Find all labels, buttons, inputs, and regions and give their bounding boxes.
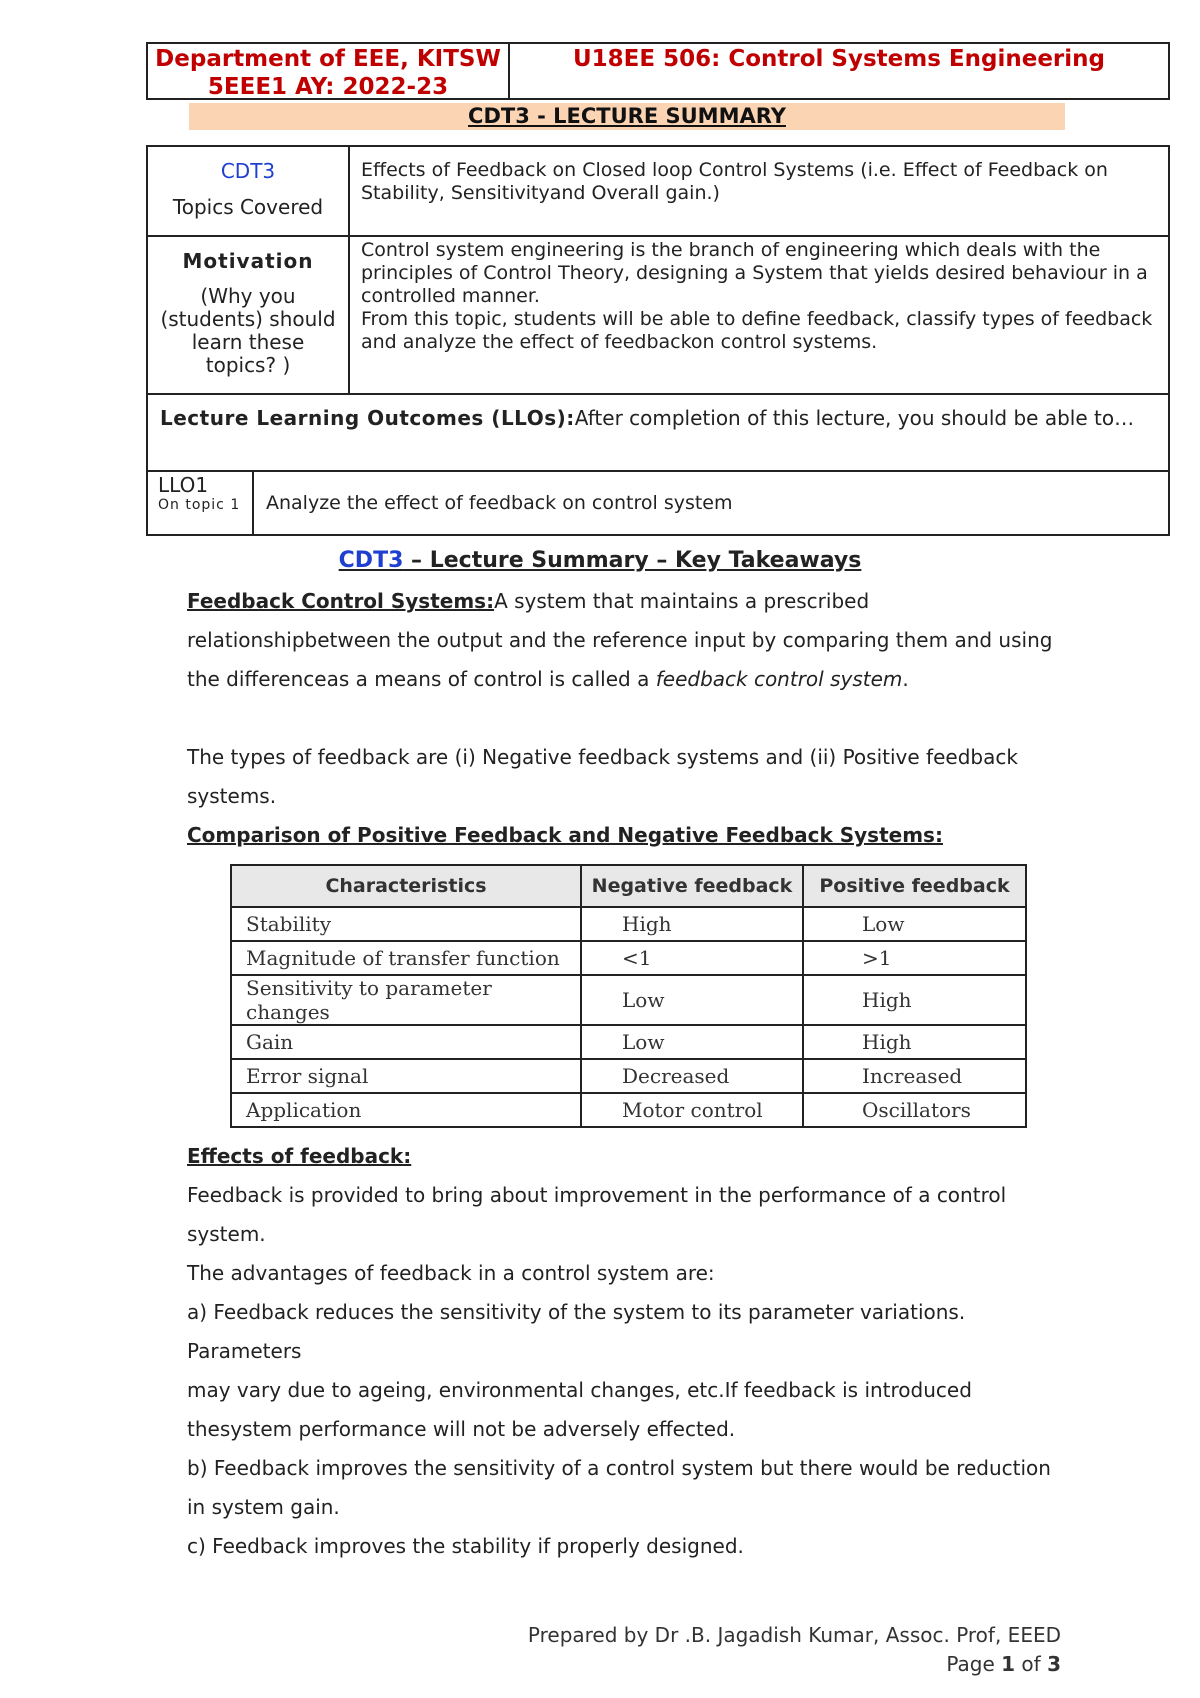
fcs-heading: Feedback Control Systems: xyxy=(187,589,495,613)
table-row xyxy=(231,1059,1026,1093)
feedback-definition xyxy=(187,582,1057,699)
cell-characteristic: Magnitude of transfer function xyxy=(231,941,581,975)
llo-table xyxy=(146,470,1170,536)
cell-positive: Low xyxy=(803,907,1026,941)
cell-characteristic: Gain xyxy=(231,1025,581,1059)
table-row xyxy=(231,975,1026,1025)
fcs-end: . xyxy=(902,667,909,691)
topics-text: Effects of Feedback on Closed loop Control Systems (i.e. Effect of Feedback on Stability, Sensitivityand Overall gain.) xyxy=(349,146,1169,236)
summary-title: CDT3 - LECTURE SUMMARY xyxy=(189,103,1065,130)
fcs-text: A system that maintains a prescribed relationshipbetween the output and the reference input by comparing them and using the differenceas a means of control is called a xyxy=(187,589,1053,691)
department-cell xyxy=(148,44,510,98)
cell-negative: Low xyxy=(581,975,803,1025)
feedback-types: The types of feedback are (i) Negative feedback systems and (ii) Positive feedback systems. xyxy=(187,745,1018,808)
effects-line: in system gain. xyxy=(187,1495,340,1519)
cell-positive: High xyxy=(803,1025,1026,1059)
topics-covered-label: Topics Covered xyxy=(172,195,324,219)
cell-characteristic: Sensitivity to parameter changes xyxy=(231,975,581,1025)
page-number xyxy=(946,1652,1061,1676)
prepared-by: Prepared by Dr .B. Jagadish Kumar, Assoc. Prof, EEED xyxy=(527,1623,1061,1647)
takeaways-title xyxy=(0,548,1200,573)
page-current: 1 xyxy=(1001,1652,1016,1676)
cell-characteristic: Error signal xyxy=(231,1059,581,1093)
comparison-header-row xyxy=(231,865,1026,907)
llo-code: LLO1 xyxy=(158,473,209,497)
table-row xyxy=(231,907,1026,941)
effects-heading: Effects of feedback: xyxy=(187,1144,412,1168)
topic-cell xyxy=(147,146,349,236)
effects-line: b) Feedback improves the sensitivity of a control system but there would be reduction xyxy=(187,1456,1051,1480)
cell-positive: Oscillators xyxy=(803,1093,1026,1127)
effects-line: a) Feedback reduces the sensitivity of the system to its parameter variations. Parameters xyxy=(187,1300,966,1363)
effects-line: c) Feedback improves the stability if properly designed. xyxy=(187,1534,744,1558)
col-positive: Positive feedback xyxy=(803,865,1026,907)
cell-characteristic: Application xyxy=(231,1093,581,1127)
takeaways-title-text: – Lecture Summary – Key Takeaways xyxy=(403,548,862,573)
cell-negative: Decreased xyxy=(581,1059,803,1093)
department-name: Department of EEE, KITSW xyxy=(155,46,501,72)
llo-intro: After completion of this lecture, you should be able to… xyxy=(574,406,1135,430)
llo-on-topic: On topic 1 xyxy=(158,497,241,513)
topic-code: CDT3 xyxy=(220,159,276,183)
motivation-subtitle: (Why you (students) should learn these topics? ) xyxy=(160,284,336,377)
comparison-heading: Comparison of Positive Feedback and Negative Feedback Systems: xyxy=(187,823,943,847)
col-negative: Negative feedback xyxy=(581,865,803,907)
cell-positive: Increased xyxy=(803,1059,1026,1093)
llo-code-cell xyxy=(147,471,253,535)
effects-line: may vary due to ageing, environmental changes, etc.If feedback is introduced thesystem performance will not be adversely effected. xyxy=(187,1378,972,1441)
effects-line: The advantages of feedback in a control system are: xyxy=(187,1261,715,1285)
cell-positive: High xyxy=(803,975,1026,1025)
motivation-text-1: Control system engineering is the branch of engineering which deals with the principles of Control Theory, designing a System that yields desired behaviour in a controlled manner. xyxy=(361,239,1148,307)
motivation-cell xyxy=(147,236,349,394)
fcs-italic: feedback control system xyxy=(655,667,903,691)
motivation-text-cell xyxy=(349,236,1169,394)
table-row xyxy=(231,941,1026,975)
cell-positive: >1 xyxy=(803,941,1026,975)
table-row xyxy=(231,1025,1026,1059)
cell-negative: <1 xyxy=(581,941,803,975)
effects-line: Feedback is provided to bring about improvement in the performance of a control system. xyxy=(187,1183,1007,1246)
motivation-label: Motivation xyxy=(182,249,314,273)
effects-section xyxy=(187,1137,1067,1566)
header-box xyxy=(146,42,1170,100)
comparison-table xyxy=(230,864,1027,1128)
page-total: 3 xyxy=(1047,1652,1061,1676)
takeaways-title-code: CDT3 xyxy=(338,548,404,573)
cell-negative: Low xyxy=(581,1025,803,1059)
llo-intro-cell xyxy=(147,394,1169,471)
cell-negative: High xyxy=(581,907,803,941)
llo-heading: Lecture Learning Outcomes (LLOs): xyxy=(160,406,575,430)
page-of-label: of xyxy=(1015,1652,1048,1676)
llo-text: Analyze the effect of feedback on control system xyxy=(253,471,1169,535)
academic-year: 5EEE1 AY: 2022-23 xyxy=(207,74,449,100)
cell-negative: Motor control xyxy=(581,1093,803,1127)
course-title: U18EE 506: Control Systems Engineering xyxy=(573,46,1105,72)
col-characteristics: Characteristics xyxy=(231,865,581,907)
motivation-text-2: From this topic, students will be able to define feedback, classify types of feedback and analyze the effect of feedbackon control systems. xyxy=(361,308,1153,353)
page-label: Page xyxy=(946,1652,1002,1676)
lecture-info-table xyxy=(146,145,1170,472)
cell-characteristic: Stability xyxy=(231,907,581,941)
table-row xyxy=(231,1093,1026,1127)
